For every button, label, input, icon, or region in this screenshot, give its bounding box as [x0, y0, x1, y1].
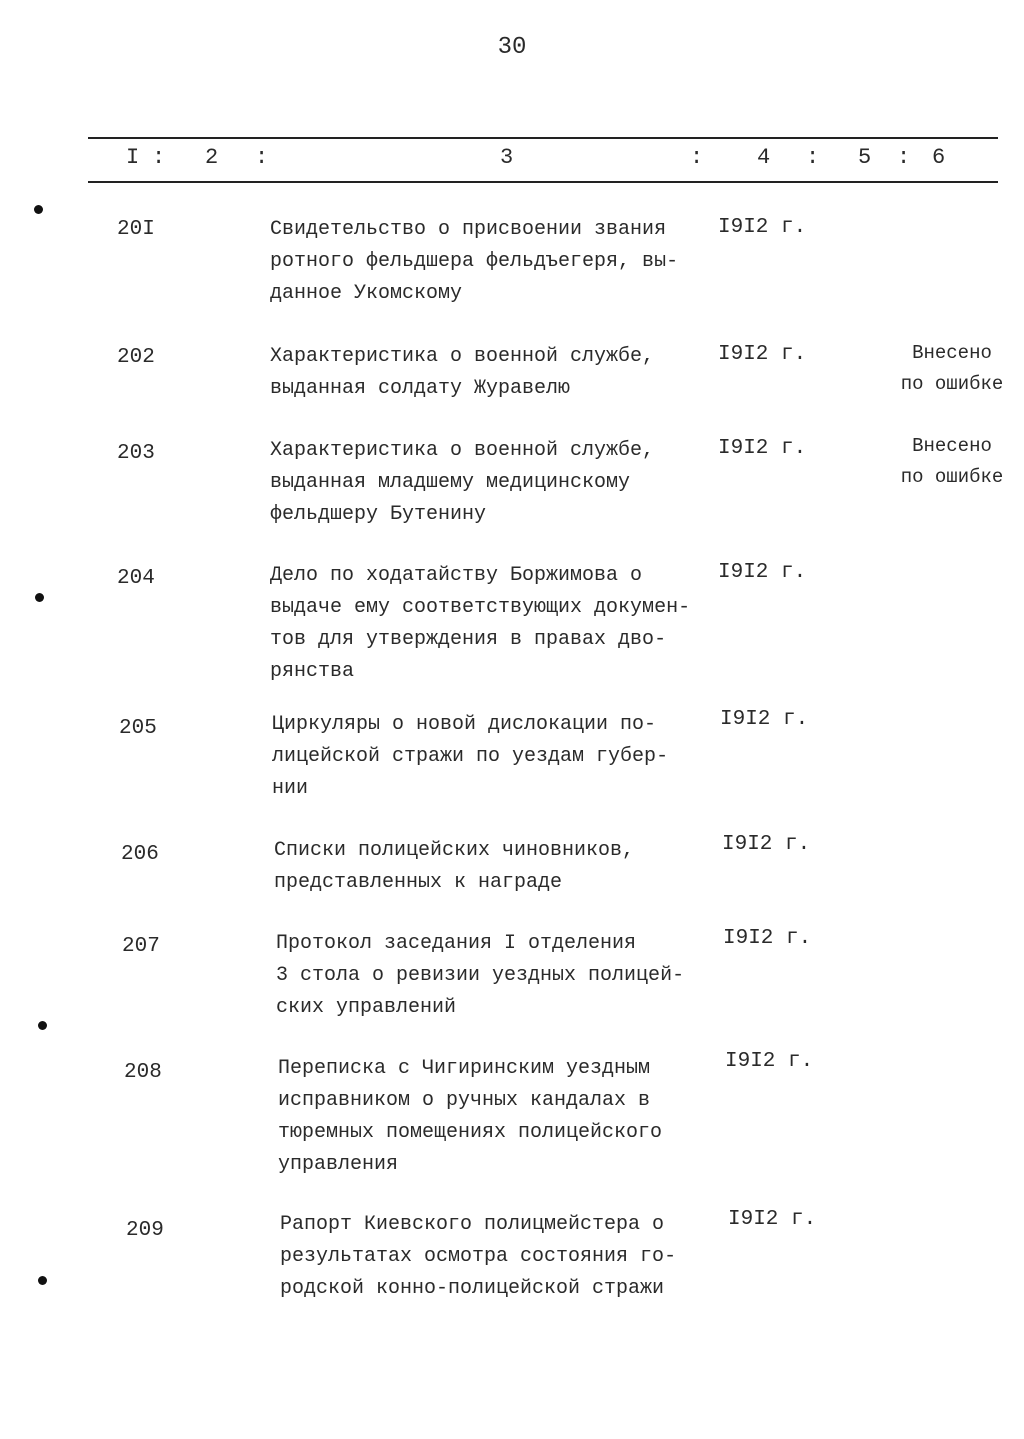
column-separator: :: [690, 145, 704, 170]
description-line: Рапорт Киевского полицмейстера о: [280, 1213, 665, 1236]
description-line: Протокол заседания I отделения: [276, 932, 637, 955]
note-line: по ошибке: [900, 466, 1004, 488]
binder-hole-mark: [35, 593, 44, 602]
column-3-label: 3: [500, 145, 514, 170]
row-description: [270, 214, 720, 310]
description-line: Переписка с Чигиринским уездным: [278, 1057, 651, 1080]
description-line: Свидетельство о присвоении звания: [270, 218, 667, 241]
column-6-label: 6: [932, 145, 946, 170]
row-note: [887, 431, 1017, 493]
row-description: [274, 835, 724, 899]
description-line: нии: [272, 777, 309, 800]
row-description: [278, 1053, 728, 1181]
row-note: [887, 338, 1017, 400]
row-number: 208: [124, 1061, 162, 1084]
row-year: I9I2 г.: [720, 708, 809, 731]
description-line: данное Укомскому: [270, 282, 463, 305]
column-2-label: 2: [205, 145, 219, 170]
description-line: исправником о ручных кандалах в: [278, 1089, 651, 1112]
description-line: представленных к награде: [274, 871, 563, 894]
page-number: 30: [497, 34, 527, 61]
column-separator: :: [806, 145, 820, 170]
row-year: I9I2 г.: [718, 343, 807, 366]
binder-hole-mark: [38, 1021, 47, 1030]
row-description: [280, 1209, 730, 1305]
row-year: I9I2 г.: [718, 561, 807, 584]
row-year: I9I2 г.: [728, 1208, 817, 1231]
row-number: 207: [122, 935, 160, 958]
description-line: лицейской стражи по уездам губер-: [272, 745, 669, 768]
description-line: тов для утверждения в правах дво-: [270, 628, 667, 651]
row-description: [270, 341, 720, 405]
column-1-label: I: [126, 145, 140, 170]
description-line: Циркуляры о новой дислокации по-: [272, 713, 657, 736]
row-year: I9I2 г.: [718, 437, 807, 460]
description-line: родской конно-полицейской стражи: [280, 1277, 665, 1300]
row-number: 205: [119, 717, 157, 740]
description-line: управления: [278, 1153, 399, 1176]
row-number: 206: [121, 843, 159, 866]
row-number: 204: [117, 567, 155, 590]
description-line: Характеристика о военной службе,: [270, 345, 655, 368]
column-4-label: 4: [757, 145, 771, 170]
note-line: по ошибке: [900, 373, 1004, 395]
row-description: [272, 709, 722, 805]
description-line: результатах осмотра состояния го-: [280, 1245, 677, 1268]
column-separator: :: [255, 145, 269, 170]
description-line: Списки полицейских чиновников,: [274, 839, 635, 862]
row-number: 203: [117, 442, 155, 465]
description-line: выданная младшему медицинскому: [270, 471, 631, 494]
description-line: рянства: [270, 660, 355, 683]
column-separator: :: [152, 145, 166, 170]
column-separator: :: [897, 145, 911, 170]
row-description: [276, 928, 726, 1024]
column-5-label: 5: [858, 145, 872, 170]
binder-hole-mark: [34, 205, 43, 214]
row-description: [270, 435, 720, 531]
description-line: выданная солдату Журавелю: [270, 377, 571, 400]
row-number: 209: [126, 1219, 164, 1242]
description-line: тюремных помещениях полицейского: [278, 1121, 663, 1144]
note-line: Внесено: [912, 342, 992, 364]
row-year: I9I2 г.: [722, 833, 811, 856]
header-top-rule: [88, 137, 998, 139]
row-year: I9I2 г.: [718, 216, 807, 239]
description-line: фельдшеру Бутенину: [270, 503, 487, 526]
row-year: I9I2 г.: [723, 927, 812, 950]
description-line: 3 стола о ревизии уездных полицей-: [276, 964, 685, 987]
binder-hole-mark: [38, 1276, 47, 1285]
row-number: 20I: [117, 218, 155, 241]
description-line: Дело по ходатайству Боржимова о: [270, 564, 643, 587]
description-line: Характеристика о военной службе,: [270, 439, 655, 462]
description-line: ских управлений: [276, 996, 457, 1019]
description-line: ротного фельдшера фельдъегеря, вы-: [270, 250, 679, 273]
note-line: Внесено: [912, 435, 992, 457]
row-number: 202: [117, 346, 155, 369]
header-bottom-rule: [88, 181, 998, 183]
row-description: [270, 560, 720, 688]
description-line: выдаче ему соответствующих докумен-: [270, 596, 691, 619]
row-year: I9I2 г.: [725, 1050, 814, 1073]
